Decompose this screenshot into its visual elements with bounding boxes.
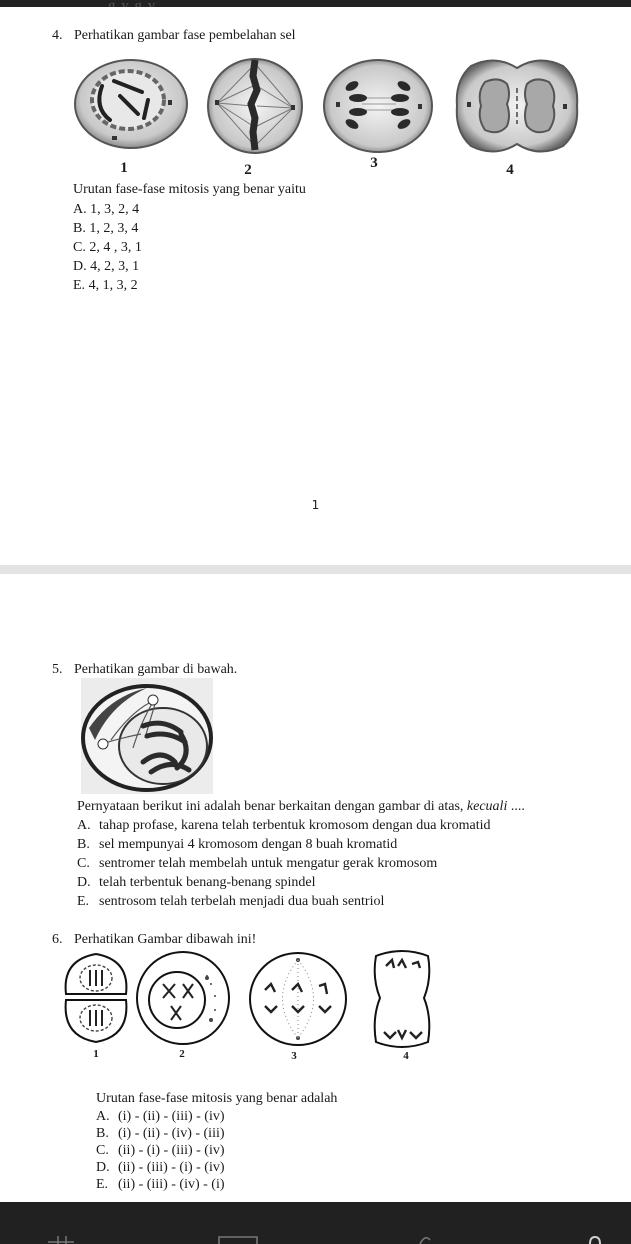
figure-label-2: 2 bbox=[244, 162, 252, 178]
question-6-option-b[interactable] bbox=[96, 1126, 225, 1142]
option-letter: B. bbox=[77, 837, 90, 852]
option-text: sel mempunyai 4 kromosom dengan 8 buah kromatid bbox=[99, 837, 398, 852]
option-letter: D. bbox=[96, 1160, 110, 1175]
back-icon[interactable] bbox=[418, 1236, 432, 1244]
cell-anaphase-figure bbox=[322, 58, 434, 154]
cell-prophase-figure bbox=[72, 56, 190, 156]
option-text: (i) - (ii) - (iv) - (iii) bbox=[118, 1126, 225, 1141]
figure-label-3: 3 bbox=[291, 1050, 297, 1062]
option-letter: C. bbox=[96, 1143, 109, 1158]
question-5-prompt bbox=[77, 799, 525, 815]
question-4-option-d[interactable] bbox=[73, 259, 139, 275]
question-5-option-e[interactable] bbox=[77, 894, 384, 910]
question-5-option-a[interactable] bbox=[77, 818, 490, 834]
question-5-option-c[interactable] bbox=[77, 856, 437, 872]
option-text: (ii) - (iii) - (iv) - (i) bbox=[118, 1177, 225, 1192]
question-6-option-a[interactable] bbox=[96, 1109, 225, 1125]
figure-label-1: 1 bbox=[93, 1048, 99, 1060]
recent-apps-icon[interactable] bbox=[46, 1236, 76, 1244]
figure-label-1: 1 bbox=[120, 160, 128, 176]
option-letter: E. bbox=[77, 894, 90, 909]
option-letter: B. bbox=[73, 221, 86, 236]
page-separator bbox=[0, 565, 631, 574]
cell-line-anaphase-figure bbox=[366, 948, 438, 1050]
question-5-title bbox=[52, 662, 237, 678]
prompt-emphasis: kecuali bbox=[466, 799, 508, 814]
question-number: 4. bbox=[52, 28, 63, 43]
navigation-bar bbox=[0, 1202, 631, 1244]
home-icon[interactable] bbox=[218, 1236, 258, 1244]
option-letter: B. bbox=[96, 1126, 109, 1141]
document-page-1 bbox=[0, 7, 631, 565]
option-letter: A. bbox=[77, 818, 91, 833]
document-page-2 bbox=[0, 574, 631, 1202]
option-text: (ii) - (i) - (iii) - (iv) bbox=[118, 1143, 225, 1158]
cell-line-prophase-figure bbox=[135, 948, 233, 1048]
option-text: 2, 4 , 3, 1 bbox=[89, 240, 142, 255]
question-6-title bbox=[52, 932, 256, 948]
page-number: 1 bbox=[311, 498, 320, 512]
prompt-text: Pernyataan berikut ini adalah benar berkaitan dengan gambar di atas, bbox=[77, 799, 467, 814]
question-number: 6. bbox=[52, 932, 63, 947]
option-text: 1, 3, 2, 4 bbox=[90, 202, 140, 217]
figure-label-3: 3 bbox=[370, 155, 378, 171]
cell-line-telophase-figure bbox=[60, 950, 132, 1046]
option-text: telah terbentuk benang-benang spindel bbox=[99, 875, 316, 890]
option-text: (ii) - (iii) - (i) - (iv) bbox=[118, 1160, 225, 1175]
question-4-option-c[interactable] bbox=[73, 240, 142, 256]
question-4-option-b[interactable] bbox=[73, 221, 138, 237]
cell-metaphase-figure bbox=[205, 56, 305, 156]
question-4-option-e[interactable] bbox=[73, 278, 138, 294]
option-letter: D. bbox=[77, 875, 91, 890]
option-letter: E. bbox=[73, 278, 86, 293]
status-bar bbox=[0, 0, 631, 7]
figure-label-4: 4 bbox=[506, 162, 514, 178]
option-letter: C. bbox=[73, 240, 86, 255]
question-text: Perhatikan gambar di bawah. bbox=[74, 662, 238, 677]
option-letter: A. bbox=[96, 1109, 110, 1124]
question-6-option-d[interactable] bbox=[96, 1160, 225, 1176]
question-text: Perhatikan Gambar dibawah ini! bbox=[74, 932, 257, 947]
option-text: 4, 2, 3, 1 bbox=[90, 259, 140, 274]
cell-line-metaphase-figure bbox=[247, 950, 349, 1048]
option-text: 4, 1, 3, 2 bbox=[88, 278, 138, 293]
question-6-prompt: Urutan fase-fase mitosis yang benar adalah bbox=[96, 1091, 338, 1106]
option-text: tahap profase, karena telah terbentuk kromosom dengan dua kromatid bbox=[99, 818, 491, 833]
option-letter: A. bbox=[73, 202, 87, 217]
figure-label-2: 2 bbox=[179, 1048, 185, 1060]
option-letter: C. bbox=[77, 856, 90, 871]
option-text: sentrosom telah terbelah menjadi dua buah sentriol bbox=[99, 894, 385, 909]
assistant-icon[interactable] bbox=[588, 1236, 602, 1244]
prompt-ellipsis: .... bbox=[507, 799, 525, 814]
cell-telophase-figure bbox=[455, 58, 579, 154]
question-4-title bbox=[52, 28, 296, 44]
option-letter: E. bbox=[96, 1177, 109, 1192]
question-6-option-e[interactable] bbox=[96, 1177, 225, 1193]
question-text: Perhatikan gambar fase pembelahan sel bbox=[74, 28, 296, 43]
option-text: sentromer telah membelah untuk mengatur gerak kromosom bbox=[99, 856, 438, 871]
option-text: (i) - (ii) - (iii) - (iv) bbox=[118, 1109, 225, 1124]
question-6-option-c[interactable] bbox=[96, 1143, 225, 1159]
question-5-option-b[interactable] bbox=[77, 837, 397, 853]
figure-label-4: 4 bbox=[403, 1050, 409, 1062]
question-4-prompt: Urutan fase-fase mitosis yang benar yaitu bbox=[73, 182, 306, 197]
question-number: 5. bbox=[52, 662, 63, 677]
question-4-option-a[interactable] bbox=[73, 202, 139, 218]
question-5-option-d[interactable] bbox=[77, 875, 316, 891]
option-text: 1, 2, 3, 4 bbox=[89, 221, 139, 236]
option-letter: D. bbox=[73, 259, 87, 274]
cell-late-prophase-figure bbox=[81, 678, 213, 794]
